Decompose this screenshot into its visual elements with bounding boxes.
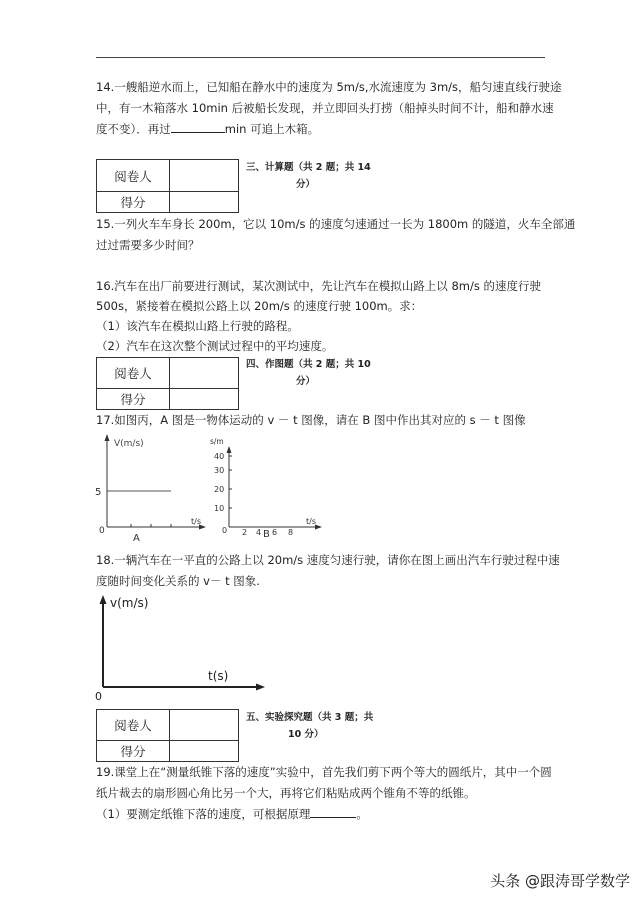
reviewer-cell	[170, 710, 239, 741]
section4-title: 四、作图题（共 2 题；共 10	[246, 359, 371, 370]
graph-b-y-label-10: 10	[214, 504, 225, 513]
graph-a-caption: A	[133, 533, 140, 544]
score-label: 得分	[97, 389, 170, 410]
q15-line2: 过过需要多少时间？	[96, 238, 200, 252]
section4-title-cont: 分）	[296, 376, 316, 387]
graph-a-y-arrow	[105, 434, 110, 441]
q16-part2: （2）汽车在这次整个测试过程中的平均速度。	[96, 339, 334, 353]
header-rule	[96, 57, 545, 58]
graph-c-x-arrow	[256, 684, 265, 691]
graph-c-origin: 0	[95, 690, 102, 702]
q19-answer-blank	[310, 804, 356, 818]
section3-title: 三、计算题（共 2 题；共 14	[246, 162, 371, 173]
q16-part1: （1）该汽车在模拟山路上行驶的路程。	[96, 319, 299, 333]
graph-c-xlabel: t(s)	[208, 669, 229, 683]
q19-line3	[96, 804, 368, 825]
graph-b-xlabel: t/s	[306, 517, 316, 526]
watermark-text: 头条 @跟涛哥学数学	[490, 872, 630, 890]
graph-b-y-label-30: 30	[214, 466, 225, 475]
graph-b-y-label-40: 40	[214, 452, 225, 461]
graph-a-origin: 0	[99, 526, 105, 536]
graph-a-ylabel: V(m/s)	[114, 439, 144, 449]
q17-line1: 17.如图丙，A 图是一物体运动的 v － t 图像，请在 B 图中作出其对应的 s － t 图像	[96, 413, 526, 427]
graph-b-x-label-4: 4	[256, 528, 262, 537]
q19-line1: 19.课堂上在“测量纸锥下落的速度”实验中，首先我们剪下两个等大的圆纸片，其中一个圆	[96, 765, 552, 779]
q14-line3-start: 度不变）．再过	[96, 122, 171, 136]
q15-line1: 15.一列火车车身长 200m，它以 10m/s 的速度匀速通过一长为 1800m 的隧道，火车全部通	[96, 217, 576, 231]
score-table-1	[96, 159, 239, 213]
reviewer-label: 阅卷人	[97, 160, 170, 192]
graph-a-xlabel: t/s	[191, 517, 201, 526]
graph-c-vt-blank	[90, 590, 270, 702]
q19-line3-start: （1）要测定纸锥下落的速度，可根据原理	[96, 807, 311, 821]
score-cell	[170, 741, 239, 762]
graph-b-ylabel: s/m	[210, 437, 224, 446]
q19-line2: 纸片裁去的扇形圆心角比另一个大，再将它们粘贴成两个锥角不等的纸锥。	[96, 786, 476, 800]
reviewer-label: 阅卷人	[97, 710, 170, 741]
graph-b-st	[200, 432, 330, 544]
section5-title: 五、实验探究题（共 3 题；共	[246, 712, 374, 723]
q14-line3-end: min 可追上木箱。	[224, 122, 320, 136]
reviewer-cell	[170, 160, 239, 192]
graph-b-x-label-8: 8	[288, 528, 294, 537]
q14-answer-blank	[171, 119, 225, 133]
q18-line1: 18.一辆汽车在一平直的公路上以 20m/s 速度匀速行驶，请你在图上画出汽车行驶过程中速	[96, 553, 560, 567]
graph-c-ylabel: v(m/s)	[110, 596, 149, 610]
graph-c-y-arrow	[100, 595, 107, 604]
q14-line1: 14.一艘船逆水而上，已知船在静水中的速度为 5m/s,水流速度为 3m/s，船匀速直线行驶途	[96, 80, 562, 94]
graph-b-x-label-6: 6	[272, 528, 278, 537]
graph-b-origin: 0	[222, 526, 228, 535]
score-table-2	[96, 357, 239, 410]
score-cell	[170, 192, 239, 213]
graph-b-x-label-2: 2	[242, 528, 248, 537]
q16-line1: 16.汽车在出厂前要进行测试，某次测试中，先让汽车在模拟山路上以 8m/s 的速度行驶	[96, 279, 541, 293]
graph-b-y-label-20: 20	[214, 485, 225, 494]
q16-line2: 500s，紧接着在模拟公路上以 20m/s 的速度行驶 100m。求：	[96, 299, 423, 313]
section5-title-cont: 10 分）	[288, 729, 324, 740]
reviewer-label: 阅卷人	[97, 358, 170, 389]
q18-line2: 度随时间变化关系的 v－ t 图象.	[96, 574, 260, 588]
score-table-3	[96, 709, 239, 762]
graph-b-caption: B	[263, 529, 270, 540]
q19-line3-end: 。	[356, 807, 368, 821]
graph-b-y-arrow	[227, 446, 232, 453]
score-label: 得分	[97, 192, 170, 213]
q14-line2: 中，有一木箱落水 10min 后被船长发现，并立即回头打捞（船掉头时间不计，船和静水速	[96, 101, 554, 115]
graph-a-vt	[92, 432, 212, 544]
graph-a-y-tick-5: 5	[95, 487, 102, 498]
score-cell	[170, 389, 239, 410]
q14-line3	[96, 119, 319, 140]
section3-title-cont: 分）	[296, 179, 316, 190]
score-label: 得分	[97, 741, 170, 762]
reviewer-cell	[170, 358, 239, 389]
graph-b-x-arrow	[315, 525, 322, 530]
